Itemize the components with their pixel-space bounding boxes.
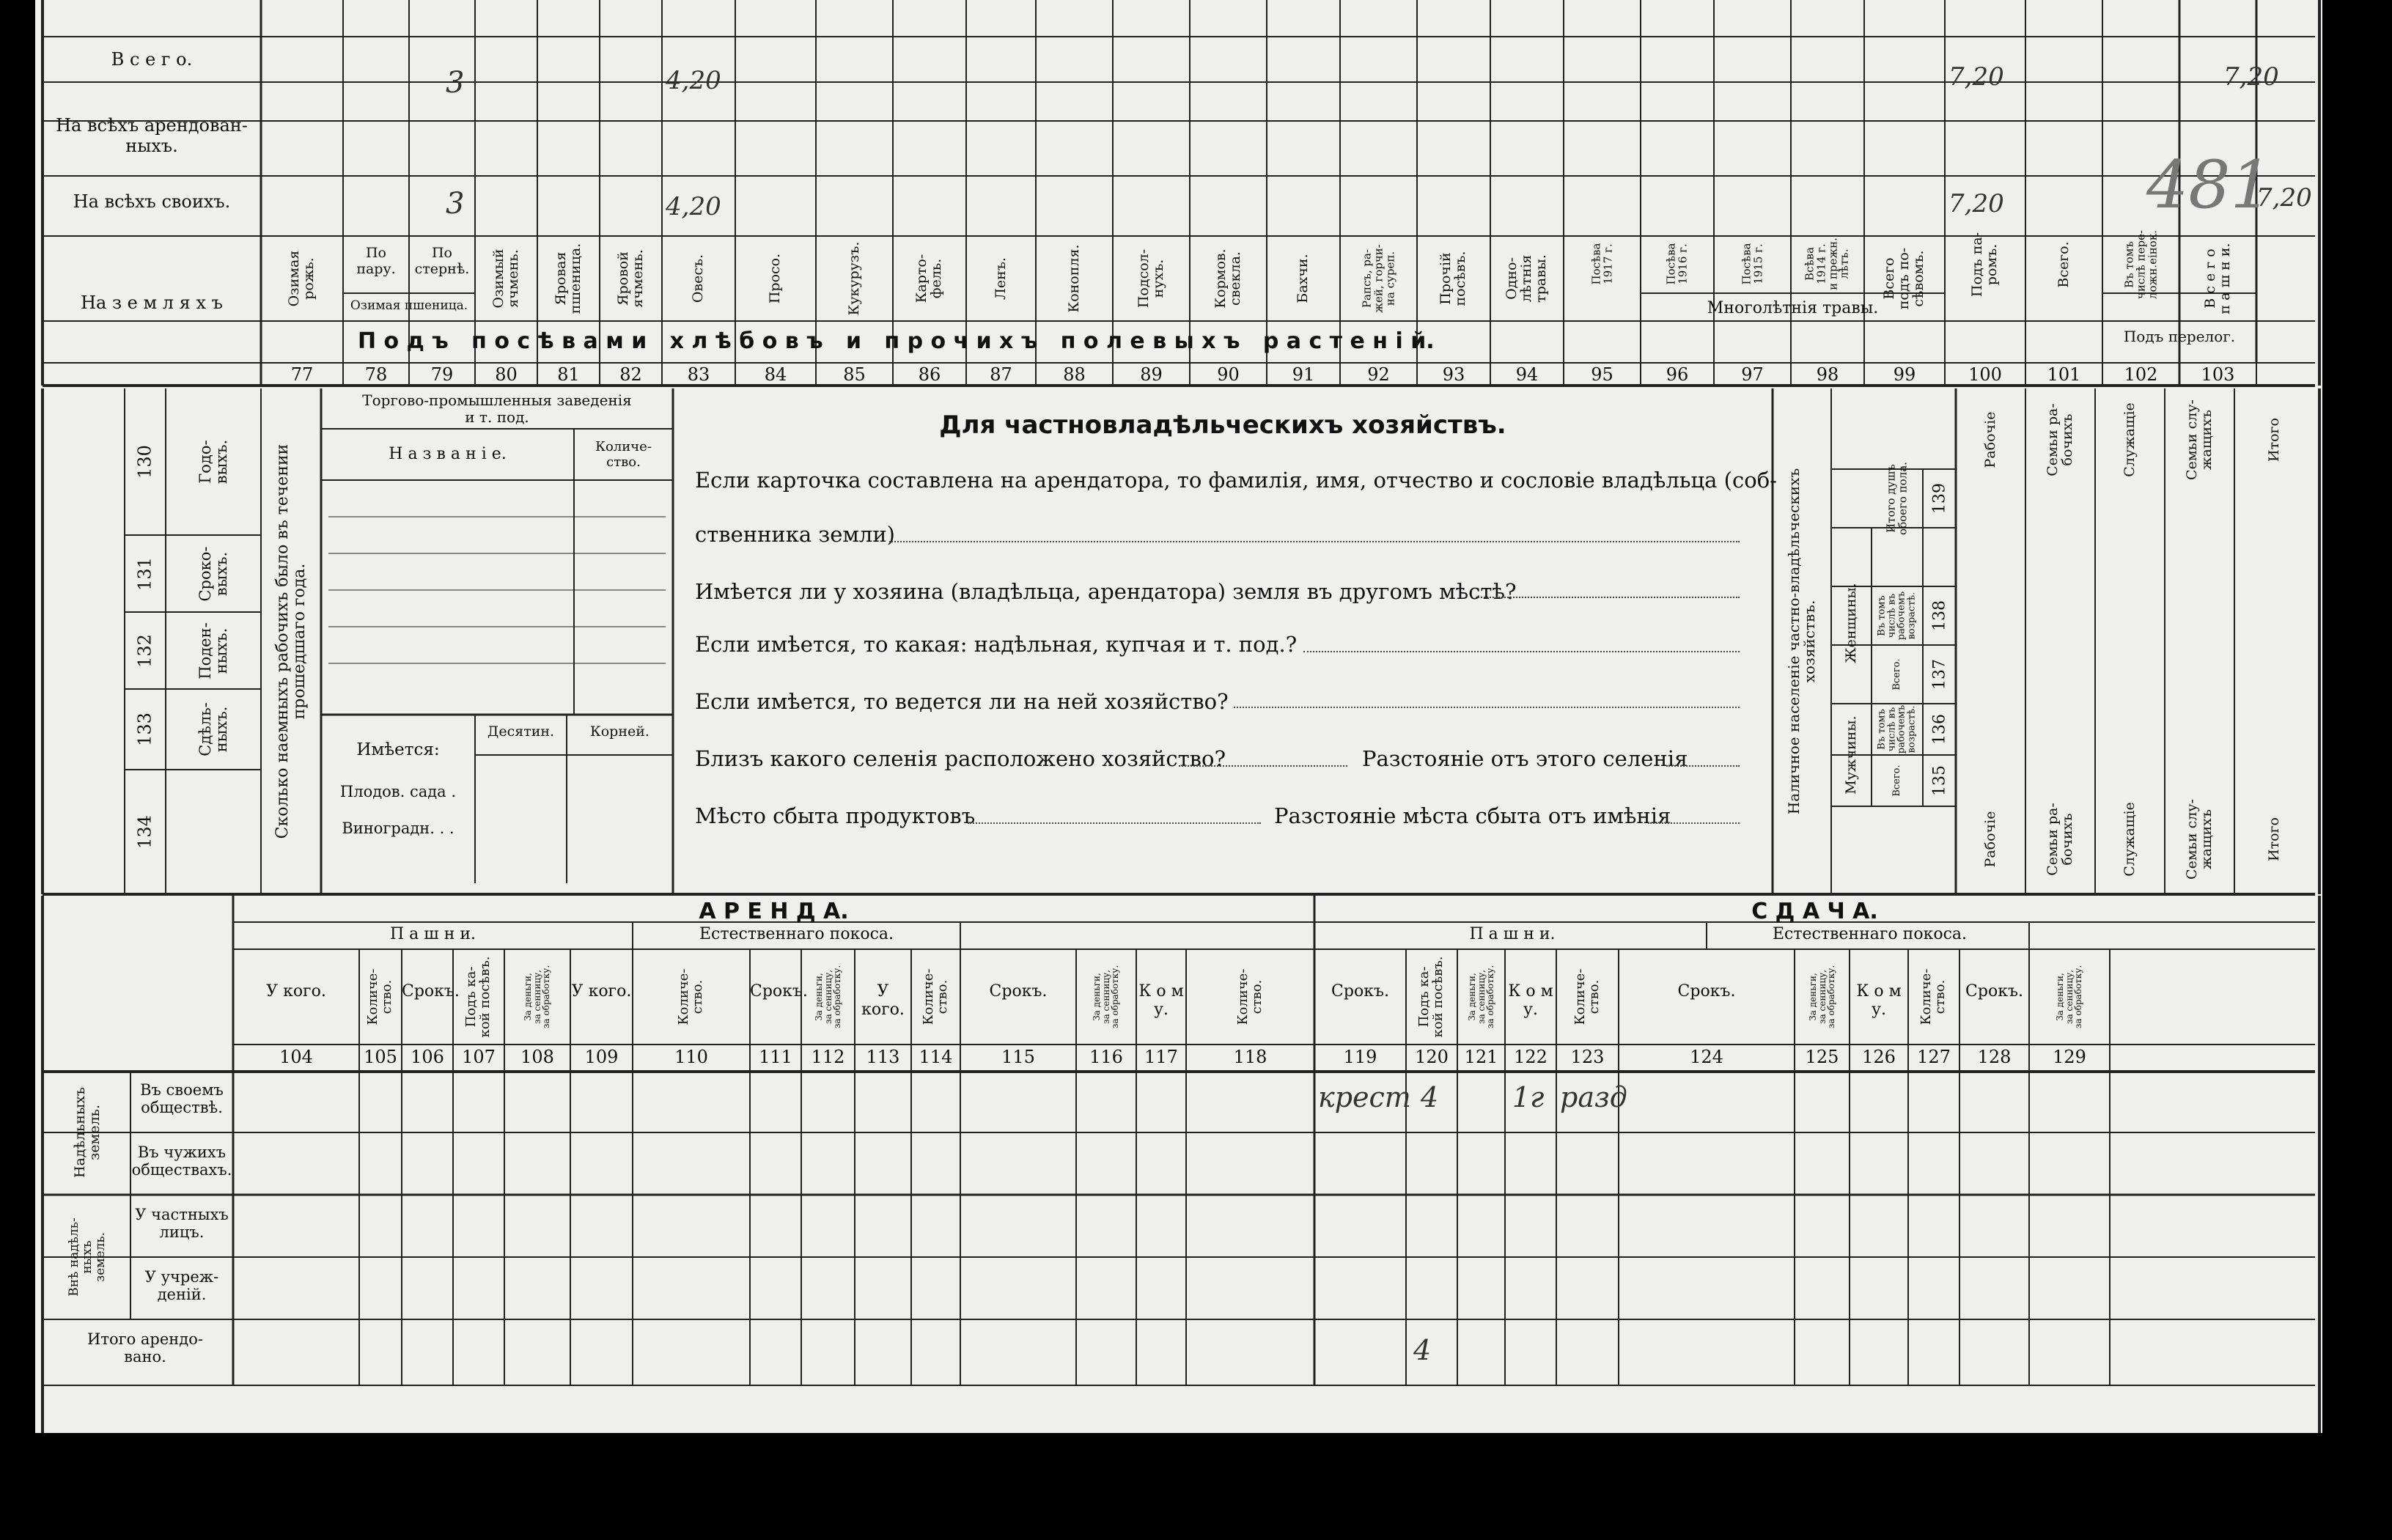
bottom-col-header-118: Количе- ство.	[1234, 968, 1265, 1025]
bottom-col-header-122: К о м у.	[1508, 982, 1553, 1020]
bottom-col-number-113: 113	[866, 1047, 900, 1067]
bottom-col-header-126: К о м у.	[1856, 982, 1902, 1020]
bottom-col-number-108: 108	[520, 1047, 554, 1067]
col-number-79: 79	[430, 364, 454, 385]
bottom-col-header-127: Количе- ство.	[1918, 968, 1948, 1025]
pop-col-number-137: 137	[1930, 659, 1949, 690]
col-number-81: 81	[557, 364, 580, 385]
trade-name-header: Н а з в а н і е.	[389, 445, 507, 463]
col-header-103: В с е г о п а ш н и.	[2201, 243, 2233, 314]
bottom-col-number-126: 126	[1862, 1047, 1896, 1067]
col-number-77: 77	[290, 364, 314, 385]
bottom-col-number-114: 114	[919, 1047, 953, 1067]
hw-kol-118: 4	[1421, 1081, 1439, 1113]
hw-posev-120: разд	[1560, 1081, 1627, 1113]
worker-col-header-133: Сдѣль- ныхъ.	[196, 702, 230, 756]
question-distance-village: Разстояніе отъ этого селенія	[1362, 746, 1688, 771]
col-number-103: 103	[2201, 364, 2235, 385]
col-number-78: 78	[364, 364, 388, 385]
row-label-arendovannyh: На всѣхъ арендован- ныхъ.	[56, 115, 248, 156]
bottom-col-header-123: Количе- ство.	[1572, 968, 1602, 1025]
col-number-87: 87	[990, 364, 1012, 385]
fill-in-line	[968, 822, 1261, 824]
hw-vsego-82: 4,20	[666, 66, 721, 95]
bottom-col-header-115: Срокъ.	[989, 982, 1048, 1001]
col-header-83: Овесъ.	[690, 254, 707, 303]
row-label-svoih: На всѣхъ своихъ.	[73, 191, 231, 212]
pop-col-number-139: 139	[1930, 483, 1949, 514]
bottom-col-header-106: Срокъ.	[402, 982, 460, 1001]
pop-col-header-136: Въ томъ числѣ въ рабочемъ возрастѣ.	[1876, 704, 1918, 754]
bottom-col-number-107: 107	[462, 1047, 496, 1067]
bottom-col-number-120: 120	[1415, 1047, 1449, 1067]
banner-pod-posevami: П о д ъ п о с ѣ в а м и х л ѣ б о в ъ и п р о ч и х ъ п о л е в ы х ъ р а с т е н і й.	[358, 328, 1435, 354]
row-label-v-svoem: Въ своемъ обществѣ.	[140, 1081, 224, 1117]
hw-svoih-79: 3	[446, 187, 465, 221]
col-header-87: Ленъ.	[992, 257, 1009, 300]
row-group-nadelnyh: Надѣльныхъ земель.	[72, 1086, 103, 1179]
col-number-90: 90	[1217, 364, 1240, 385]
right-col-header-top-4: Итого	[2266, 418, 2283, 462]
worker-col-number-130: 130	[134, 445, 155, 479]
col-header-91: Бахчи.	[1295, 254, 1311, 303]
fill-in-line	[1179, 765, 1347, 767]
col-number-97: 97	[1741, 364, 1764, 385]
subheader-pod-perelog: Подъ перелог.	[2123, 328, 2236, 345]
question-owner-b: ственника земли)	[695, 522, 895, 547]
bottom-col-header-117: К о м у.	[1138, 982, 1184, 1020]
bottom-col-number-117: 117	[1144, 1047, 1178, 1067]
worker-col-header-131: Сроко- выхъ.	[196, 545, 230, 602]
question-distance-market: Разстояніе мѣста сбыта отъ имѣнія	[1274, 803, 1671, 828]
hw-komu-117: крест	[1318, 1081, 1411, 1113]
worker-col-number-132: 132	[134, 633, 155, 668]
subheader-sdacha-pokos: Естественнаго покоса.	[1772, 925, 1967, 943]
bottom-col-number-122: 122	[1514, 1047, 1548, 1067]
col-number-96: 96	[1666, 364, 1689, 385]
subheader-sdacha-pashni: П а ш н и.	[1469, 925, 1556, 943]
hw-vsego-79: 3	[446, 66, 465, 100]
row-label-itogo-arendovano: Итого арендо- вано.	[87, 1330, 203, 1366]
bottom-col-header-113: У кого.	[861, 982, 905, 1020]
worker-col-number-133: 133	[134, 712, 155, 746]
col-header-78: По пару.	[356, 245, 396, 277]
col-header-98: Всѣва 1914 г. и прежн. лѣтъ.	[1803, 237, 1851, 290]
fill-in-line	[889, 541, 1740, 542]
col-header-81: Яровая пшеница.	[552, 243, 584, 314]
col-header-96: Посѣва 1916 г.	[1664, 243, 1689, 285]
census-card	[35, 0, 2322, 1433]
col-header-97: Посѣва 1915 г.	[1739, 243, 1764, 285]
worker-col-number-134: 134	[134, 815, 155, 849]
pop-col-header-137: Всего.	[1891, 658, 1903, 690]
pop-col-header-139: Итого душъ обоего пола.	[1884, 462, 1909, 535]
col-number-80: 80	[495, 364, 518, 385]
bottom-col-number-115: 115	[1001, 1047, 1035, 1067]
right-col-header-bottom-2: Служащіе	[2121, 802, 2138, 877]
right-col-header-top-0: Рабочіе	[1981, 411, 1998, 468]
question-other-land: Имѣется ли у хозяина (владѣльца, арендатора) земля въ другомъ мѣстѣ?	[695, 579, 1517, 604]
bottom-col-header-125: За деньги, за сенницу, за обработку.	[1807, 965, 1836, 1029]
col-header-85: Кукурузъ.	[845, 241, 862, 316]
col-number-101: 101	[2047, 364, 2081, 385]
hw-srok-119: 1г	[1512, 1081, 1545, 1113]
right-col-header-bottom-4: Итого	[2266, 817, 2283, 861]
col-number-83: 83	[687, 364, 710, 385]
col-header-79: По стернѣ.	[414, 245, 470, 277]
bottom-col-header-108: За деньги, за сенницу, за обработку.	[523, 965, 552, 1029]
col-number-85: 85	[843, 364, 866, 385]
bottom-col-header-107: Подъ ка- кой посѣвъ.	[463, 956, 493, 1038]
subheader-arenda-pashni: П а ш н и.	[389, 925, 476, 943]
hw-svoih-103: 7,20	[2256, 183, 2312, 213]
population-title: Наличное населеніе частно-владѣльческихъ хозяйствъ.	[1785, 468, 1818, 815]
pop-col-header-135: Всего.	[1891, 765, 1903, 797]
bottom-col-header-128: Срокъ.	[1965, 982, 2023, 1001]
vinogradn-label: Виноградн. . .	[342, 819, 455, 837]
col-number-98: 98	[1816, 364, 1839, 385]
imeetsya-label: Имѣется:	[356, 740, 440, 759]
right-col-header-bottom-0: Рабочіе	[1981, 811, 1998, 868]
worker-col-number-131: 131	[134, 556, 155, 591]
bottom-col-number-119: 119	[1343, 1047, 1377, 1067]
banner-arenda: А Р Е Н Д А.	[699, 899, 849, 924]
col-number-100: 100	[1968, 364, 2002, 385]
bottom-col-header-109: У кого.	[571, 982, 632, 1001]
col-number-94: 94	[1515, 364, 1539, 385]
hw-vsego-103: 7,20	[2223, 62, 2279, 92]
row-label-vsego: В с е г о.	[111, 49, 193, 70]
fill-in-line	[1648, 822, 1740, 824]
bottom-col-header-110: Количе- ство.	[676, 968, 705, 1025]
pop-col-number-136: 136	[1930, 714, 1949, 745]
fill-in-line	[1666, 765, 1740, 767]
hw-svoih-82: 4,20	[666, 192, 721, 221]
col-header-101: Всего.	[2055, 241, 2072, 288]
question-farming: Если имѣется, то ведется ли на ней хозяйство?	[695, 689, 1229, 714]
bottom-col-header-120: Подъ ка- кой посѣвъ.	[1416, 956, 1446, 1038]
col-number-91: 91	[1292, 364, 1315, 385]
bottom-col-header-129: За деньги, за сенницу, за обработку.	[2055, 965, 2084, 1029]
col-header-90: Кормов. свекла.	[1212, 248, 1243, 309]
question-land-type: Если имѣется, то какая: надѣльная, купчая и т. под.?	[695, 632, 1298, 657]
bottom-col-header-121: За деньги, за сенницу, за обработку.	[1466, 965, 1495, 1029]
bottom-col-number-112: 112	[811, 1047, 845, 1067]
fill-in-line	[1234, 707, 1740, 708]
bottom-col-number-116: 116	[1089, 1047, 1123, 1067]
hw-svoih-99: 7,20	[1948, 189, 2004, 218]
row-group-vne-nadelnyh: Внѣ надѣль- ныхъ земель.	[67, 1217, 108, 1297]
question-village: Близъ какого селенія расположено хозяйство?	[695, 746, 1226, 771]
subheader-mnogoletnie: Многолѣтнія травы.	[1707, 299, 1879, 317]
col-header-92: Рапсъ, ра- жей, горчи- на суреп.	[1359, 244, 1396, 313]
col-header-82: Яровой ячмень.	[614, 249, 646, 308]
workers-title: Сколько наемныхъ рабочихъ было въ течении прошедшаго года.	[273, 443, 309, 839]
right-col-header-top-2: Служащіе	[2121, 402, 2138, 477]
korney-header: Корней.	[590, 723, 649, 740]
col-header-89: Подсол- нухъ.	[1135, 248, 1166, 309]
bottom-col-header-105: Количе- ство.	[365, 968, 394, 1025]
worker-col-header-132: Поден- ныхъ.	[196, 622, 230, 679]
col-header-93: Прочій посѣвъ.	[1438, 251, 1468, 306]
bottom-col-number-121: 121	[1464, 1047, 1498, 1067]
trade-title: Торгово-промышленныя заведенія и т. под.	[362, 391, 632, 426]
right-col-header-bottom-3: Семьи слу- жащихъ	[2183, 799, 2215, 880]
question-owner-a: Если карточка составлена на арендатора, то фамилія, имя, отчество и сословіе владѣльца (соб-	[695, 468, 1777, 493]
bottom-col-number-127: 127	[1917, 1047, 1951, 1067]
col-header-77: Озимая рожь.	[286, 250, 317, 307]
bottom-col-header-112: За деньги, за сенницу, за обработку.	[813, 965, 842, 1029]
fill-in-line	[1476, 597, 1740, 598]
bottom-col-header-104: У кого.	[266, 982, 326, 1001]
bottom-col-number-125: 125	[1805, 1047, 1839, 1067]
col-number-89: 89	[1140, 364, 1163, 385]
bottom-col-number-129: 129	[2053, 1047, 2086, 1067]
private-title: Для частновладѣльческихъ хозяйствъ.	[939, 410, 1506, 440]
trade-qty-header: Количе- ство.	[595, 439, 652, 470]
col-number-84: 84	[764, 364, 787, 385]
col-number-102: 102	[2124, 364, 2158, 385]
bottom-col-number-124: 124	[1690, 1047, 1723, 1067]
bottom-col-header-114: Количе- ство.	[920, 968, 950, 1025]
hw-vsego-99: 7,20	[1948, 62, 2004, 92]
fill-in-line	[1303, 651, 1740, 652]
hw-itogo-118: 4	[1413, 1334, 1432, 1366]
col-number-86: 86	[918, 364, 941, 385]
col-number-99: 99	[1893, 364, 1916, 385]
col-header-95: Посѣва 1917 г.	[1589, 243, 1614, 285]
question-market: Мѣсто сбыта продуктовъ	[695, 803, 976, 828]
bottom-col-number-109: 109	[584, 1047, 619, 1067]
muzhchiny-label: Мужчины.	[1843, 715, 1860, 795]
bottom-col-header-124: Срокъ.	[1677, 982, 1736, 1001]
col-number-82: 82	[619, 364, 642, 385]
hw-margin-481: 481	[2146, 147, 2273, 224]
col-header-80: Озимый ячмень.	[490, 248, 521, 309]
pop-col-number-135: 135	[1930, 765, 1949, 796]
bottom-col-number-105: 105	[364, 1047, 397, 1067]
col-header-84: Просо.	[767, 253, 784, 304]
col-header-86: Карто- фель.	[913, 254, 944, 303]
bottom-col-header-111: Срокъ.	[750, 982, 808, 1001]
subheader-arenda-pokos: Естественнаго покоса.	[699, 925, 894, 943]
bottom-col-number-128: 128	[1977, 1047, 2012, 1067]
bottom-col-number-106: 106	[411, 1047, 444, 1067]
col-header-88: Конопля.	[1065, 244, 1082, 313]
subheader-ozimaya-pshenitsa: Озимая пшеница.	[350, 298, 468, 313]
row-label-u-chastnyh: У частныхъ лицъ.	[135, 1206, 229, 1242]
desyatin-header: Десятин.	[487, 723, 555, 740]
col-number-88: 88	[1063, 364, 1086, 385]
col-header-102: Въ томъ числѣ пере- ложн.еінок.	[2121, 229, 2159, 300]
col-header-99: Всего подъ по- сѣвомъ.	[1881, 247, 1927, 310]
col-number-92: 92	[1367, 364, 1390, 385]
banner-sdacha: С Д А Ч А.	[1751, 899, 1878, 924]
bottom-col-number-123: 123	[1570, 1047, 1605, 1067]
row-label-v-chuzhih: Въ чужихъ обществахъ.	[131, 1143, 232, 1179]
col-number-95: 95	[1591, 364, 1613, 385]
row-label-na-zemlyah: На з е м л я х ъ	[81, 292, 223, 313]
right-col-header-top-1: Семьи ра- бочихъ	[2044, 403, 2075, 476]
pop-col-header-138: Въ томъ числѣ въ рабочемъ возрастѣ.	[1876, 591, 1918, 641]
bottom-col-number-111: 111	[759, 1047, 792, 1067]
row-label-u-uchrezhdeniy: У учреж- деній.	[144, 1268, 219, 1304]
pop-col-number-138: 138	[1930, 600, 1949, 631]
zhenschiny-label: Женщины.	[1843, 583, 1860, 663]
bottom-col-header-119: Срокъ.	[1331, 982, 1389, 1001]
plodov-sada-label: Плодов. сада .	[339, 783, 457, 800]
right-col-header-top-3: Семьи слу- жащихъ	[2183, 399, 2215, 480]
bottom-col-number-104: 104	[279, 1047, 313, 1067]
col-header-100: Подъ па- ромъ.	[1969, 232, 2000, 298]
col-number-93: 93	[1442, 364, 1465, 385]
worker-col-header-130: Годо- выхъ.	[196, 439, 230, 485]
col-header-94: Одно- лѣтнія травы.	[1504, 254, 1549, 303]
bottom-col-header-116: За деньги, за сенницу, за обработку.	[1092, 965, 1121, 1029]
bottom-col-number-110: 110	[674, 1047, 708, 1067]
right-col-header-bottom-1: Семьи ра- бочихъ	[2044, 803, 2075, 876]
bottom-col-number-118: 118	[1233, 1047, 1267, 1067]
